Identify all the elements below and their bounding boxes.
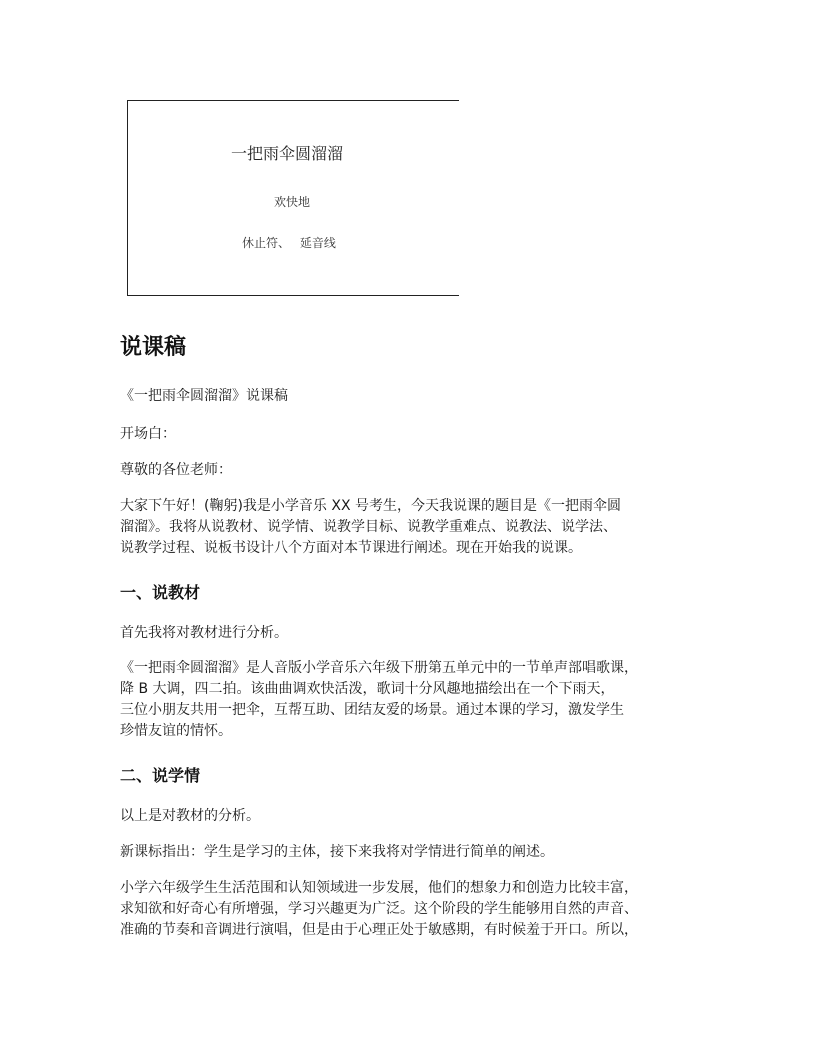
paragraph-line: 三位小朋友共用一把伞，互帮互助、团结友爱的场景。通过本课的学习，激发学生: [120, 702, 624, 718]
paragraph-line: 小学六年级学生生活范围和认知领域进一步发展，他们的想象力和创造力比较丰富，: [120, 880, 638, 896]
paragraph-line: 溜溜》。我将从说教材、说学情、说教学目标、说教学重难点、说教法、说学法、: [120, 519, 617, 535]
section-heading-students: 二、说学情: [120, 766, 201, 785]
lesson-slide-thumbnail: [127, 100, 459, 296]
paragraph-line: 降 B 大调，四二拍。该曲曲调欢快活泼，歌词十分风趣地描绘出在一个下雨天，: [120, 681, 615, 697]
section-heading-textbook: 一、说教材: [120, 583, 201, 602]
paragraph: 首先我将对教材进行分析。: [120, 625, 288, 641]
paragraph-line: 大家下午好！(鞠躬)我是小学音乐 XX 号考生，今天我说课的题目是《一把雨伞圆: [120, 498, 622, 514]
slide-subtitle: 欢快地: [274, 195, 311, 209]
paragraph-line: 求知欲和好奇心有所增强，学习兴趣更为广泛。这个阶段的学生能够用自然的声音、: [120, 901, 638, 917]
paragraph-line: 珍惜友谊的情怀。: [120, 723, 232, 739]
document-title: 说课稿: [120, 335, 187, 360]
paragraph-line: 准确的节奏和音调进行演唱，但是由于心理正处于敏感期，有时候羞于开口。所以，: [120, 922, 638, 938]
paragraph: 新课标指出：学生是学习的主体，接下来我将对学情进行简单的阐述。: [120, 844, 554, 860]
slide-notes: 休止符、 延音线: [242, 236, 336, 250]
intro-title: 《一把雨伞圆溜溜》说课稿: [120, 388, 288, 404]
slide-title: 一把雨伞圆溜溜: [231, 144, 344, 163]
paragraph-line: 说教学过程、说板书设计八个方面对本节课进行阐述。现在开始我的说课。: [120, 540, 582, 556]
opening-label: 开场白：: [120, 426, 176, 442]
paragraph: 以上是对教材的分析。: [120, 808, 260, 824]
paragraph-line: 《一把雨伞圆溜溜》是人音版小学音乐六年级下册第五单元中的一节单声部唱歌课，: [120, 660, 638, 676]
greeting: 尊敬的各位老师：: [120, 462, 232, 478]
